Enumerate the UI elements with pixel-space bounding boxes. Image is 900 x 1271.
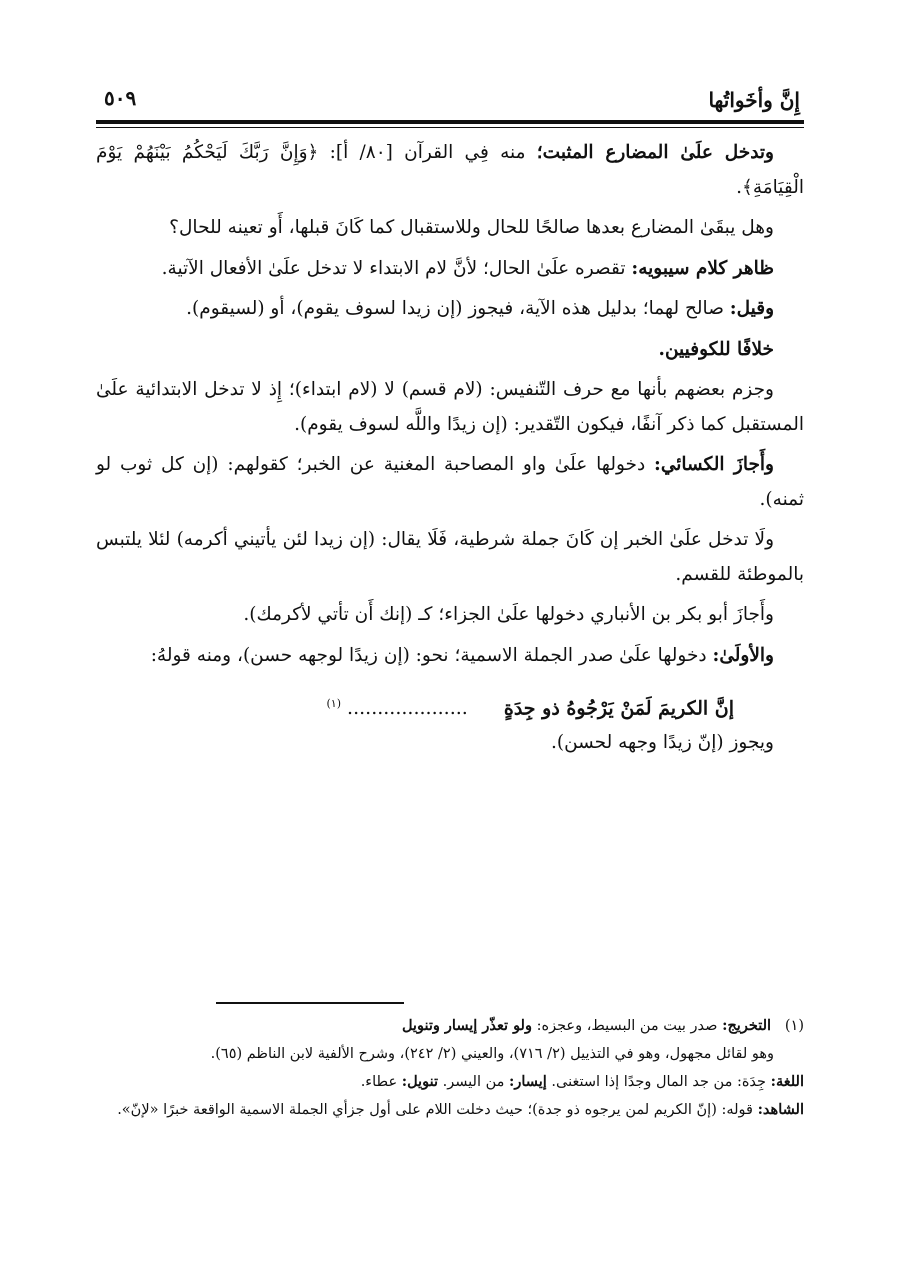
- document-page: [96, 0, 804, 1271]
- footnote: [96, 1040, 804, 1068]
- footnote-label: إيسار:: [509, 1073, 547, 1090]
- verse-line: [96, 687, 804, 726]
- paragraph-text: ويجوز (إنّ زيدًا وجهه لحسن).: [551, 731, 774, 753]
- running-title: إِنَّ وأخَواتُها: [708, 88, 800, 112]
- paragraph-lead: خلافًا للكوفيين.: [658, 338, 774, 360]
- paragraph: [96, 373, 804, 442]
- footnote-label: الشاهد:: [757, 1101, 804, 1118]
- footnote-number: (١): [784, 1018, 804, 1034]
- footnote-text: قوله: (إنّ الكريم لمن يرجوه ذو جدة)؛ حيث دخلت اللام على أول جزأي الجملة الاسمية الواقعة خبرًا «لإنّ».: [117, 1102, 758, 1118]
- footnote-text: وهو لقائل مجهول، وهو في التذييل (٢/ ٧١٦)، والعيني (٢/ ٢٤٢)، وشرح الألفية لابن الناظم (٦٥).: [210, 1046, 774, 1062]
- footnote-separator: [216, 1002, 404, 1004]
- verse-hemistich: إنَّ الكريمَ لَمَنْ يَرْجُوهُ ذو جِدَةٍ: [503, 697, 734, 720]
- footnote: [96, 1012, 804, 1040]
- paragraph-text: دخولها علَىٰ واو المصاحبة المغنية عن الخبر؛ كقولهم: (إن كل ثوب لو ثمنه).: [96, 454, 804, 510]
- footnote-label: تنويل:: [401, 1073, 438, 1090]
- paragraph-lead: ظاهر كلام سيبويه:: [631, 257, 774, 279]
- paragraph: [96, 211, 804, 246]
- paragraph-text: وجزم بعضهم بأنها مع حرف التّنفيس: (لام قسم) لا (لام ابتداء)؛ إِذ لا تدخل الابتدائية علَىٰ المستقبل كما ذكر آنفًا، فيكون التّقدير: (إن زيدًا واللَّه لسوف يقوم).: [96, 379, 804, 435]
- footnote-mark: (١): [326, 697, 341, 710]
- footnote: [96, 1096, 804, 1124]
- paragraph: [96, 523, 804, 592]
- page-number: ٥٠٩: [104, 86, 137, 110]
- paragraph: [96, 136, 804, 205]
- paragraph-lead: والأولَىٰ:: [712, 644, 774, 666]
- header-rule-thin: [96, 127, 804, 128]
- paragraph-lead: وقيل:: [729, 298, 774, 319]
- paragraph-text: وأَجازَ أبو بكر بن الأنباري دخولها علَىٰ الجزاء؛ كـ (إنك أَن تأتي لأكرمك).: [243, 604, 774, 625]
- footnote-verse-tail: ولو تعذّر إيسار وتنويل: [401, 1017, 532, 1034]
- verse-ellipsis: ....................: [347, 697, 468, 720]
- paragraph-lead: وتدخل علَىٰ المضارع المثبت؛: [536, 142, 774, 163]
- footnote-text: صدر بيت من البسيط، وعجزه:: [531, 1018, 723, 1034]
- paragraph: [96, 448, 804, 517]
- paragraph: [96, 252, 804, 287]
- paragraph: [96, 598, 804, 633]
- paragraph: [96, 292, 804, 327]
- footnotes: [96, 1012, 804, 1124]
- paragraph-text: دخولها علَىٰ صدر الجملة الاسمية؛ نحو: (إن زيدًا لوجهه حسن)، ومنه قولهُ:: [150, 644, 713, 666]
- header-rule-thick: [96, 120, 804, 124]
- paragraph: [96, 333, 804, 368]
- paragraph-text: وهل يبقَىٰ المضارع بعدها صالحًا للحال وللاستقبال كما كَانَ قبلها، أَو تعينه للحال؟: [169, 217, 774, 238]
- footnote-text: من اليسر.: [438, 1074, 509, 1090]
- paragraph-text: تقصره علَىٰ الحال؛ لأنَّ لام الابتداء لا تدخل علَىٰ الأفعال الآتية.: [161, 257, 632, 279]
- footnote: [96, 1068, 804, 1096]
- paragraph-text: منه فِي القرآن [٨٠/ أ]: ﴿وَإِنَّ رَبَّكَ لَيَحْكُمُ بَيْنَهُمْ يَوْمَ الْقِيَامَةِ﴾.: [96, 142, 804, 198]
- paragraph-text: صالح لهما؛ بدليل هذه الآية، فيجوز (إن زيدا لسوف يقوم)، أو (لسيقوم).: [186, 298, 730, 319]
- main-text: [96, 136, 804, 766]
- paragraph-lead: وأَجازَ الكسائي:: [654, 454, 774, 475]
- footnote-text: عطاء.: [360, 1074, 402, 1090]
- footnote-text: جِدَة: من جد المال وجدًا إذا استغنى.: [546, 1074, 771, 1090]
- paragraph-text: ولَا تدخل علَىٰ الخبر إن كَانَ جملة شرطية، فَلَا يقال: (إن زيدا لئن يأتيني أكرمه) لئلا يلتبس بالموطئة للقسم.: [96, 529, 804, 585]
- running-header: [96, 84, 804, 118]
- paragraph: [96, 726, 804, 761]
- footnote-label: اللغة:: [770, 1073, 804, 1090]
- footnote-label: التخريج:: [722, 1017, 772, 1034]
- paragraph: [96, 639, 804, 674]
